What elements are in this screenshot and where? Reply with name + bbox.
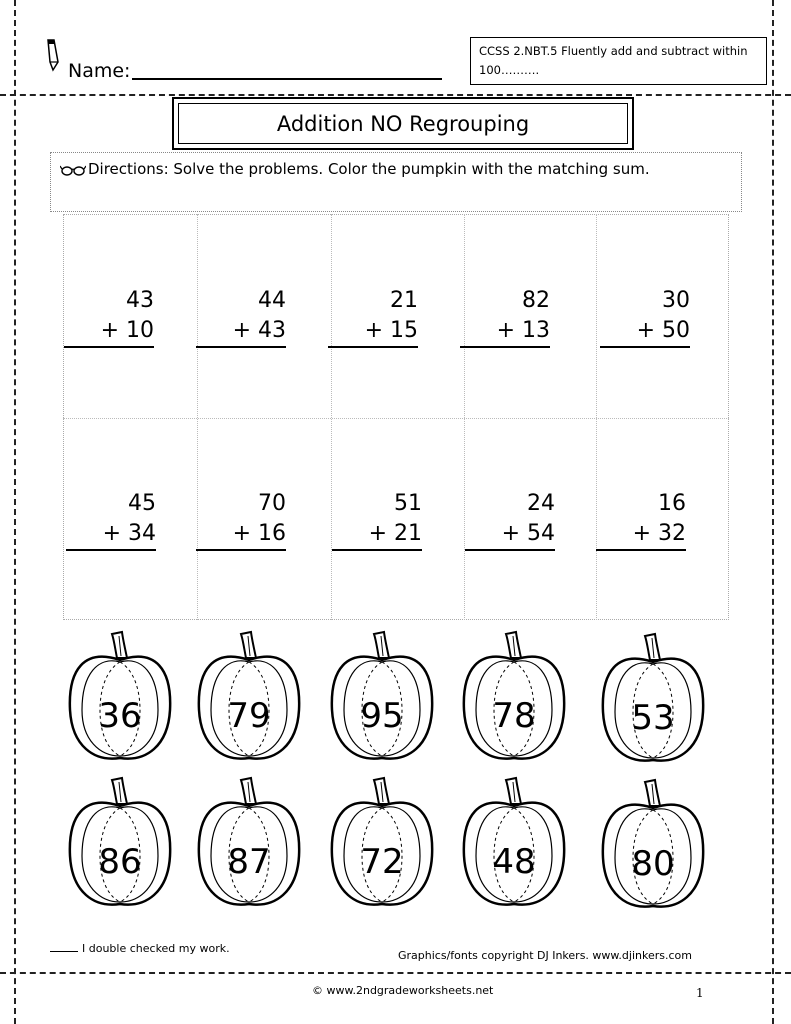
pencil-icon — [44, 38, 62, 72]
problem-bottom: + 16 — [196, 519, 286, 551]
bottom-cut-line — [0, 972, 791, 974]
name-label: Name: — [68, 60, 131, 82]
problem-bottom: + 13 — [460, 316, 550, 348]
problem-top: 21 — [390, 288, 418, 313]
problem-4 — [460, 286, 550, 348]
problem-bottom: + 34 — [66, 519, 156, 551]
pumpkin-answer[interactable] — [326, 776, 438, 910]
problem-bottom: + 43 — [196, 316, 286, 348]
pumpkin-number: 80 — [631, 844, 675, 884]
problem-2 — [196, 286, 286, 348]
glasses-icon — [60, 164, 86, 176]
problem-top: 82 — [522, 288, 550, 313]
check-blank[interactable] — [50, 951, 78, 952]
problem-5 — [600, 286, 690, 348]
pumpkin-number: 48 — [492, 842, 536, 882]
problem-top: 43 — [126, 288, 154, 313]
problem-top: 51 — [394, 491, 422, 516]
site-text: © www.2ndgradeworksheets.net — [312, 984, 494, 997]
problem-3 — [328, 286, 418, 348]
pumpkin-answer[interactable] — [458, 630, 570, 764]
problem-bottom: + 32 — [596, 519, 686, 551]
problem-10 — [596, 489, 686, 551]
pumpkin-answer[interactable] — [64, 776, 176, 910]
problem-bottom: + 21 — [332, 519, 422, 551]
pumpkin-answer[interactable] — [193, 630, 305, 764]
problem-top: 70 — [258, 491, 286, 516]
right-cut-line — [772, 0, 774, 1024]
pumpkin-answer[interactable] — [326, 630, 438, 764]
problem-grid — [63, 214, 729, 620]
pumpkin-number: 78 — [492, 696, 536, 736]
grid-divider — [331, 214, 332, 620]
directions-text: Directions: Solve the problems. Color the pumpkin with the matching sum. — [88, 160, 650, 178]
problem-top: 24 — [527, 491, 555, 516]
double-check-line — [50, 942, 230, 955]
standard-box: CCSS 2.NBT.5 Fluently add and subtract within 100………. — [470, 37, 767, 85]
pumpkin-number: 87 — [227, 842, 271, 882]
problem-top: 44 — [258, 288, 286, 313]
credits-text: Graphics/fonts copyright DJ Inkers. www.djinkers.com — [398, 949, 692, 962]
name-line[interactable] — [132, 78, 442, 80]
pumpkin-answer[interactable] — [597, 632, 709, 766]
top-cut-line — [0, 94, 791, 96]
pumpkin-number: 53 — [631, 698, 675, 738]
problem-7 — [196, 489, 286, 551]
problem-bottom: + 15 — [328, 316, 418, 348]
problem-1 — [64, 286, 154, 348]
grid-divider — [464, 214, 465, 620]
problem-8 — [332, 489, 422, 551]
pumpkin-answer[interactable] — [597, 778, 709, 912]
problem-9 — [465, 489, 555, 551]
pumpkin-answer[interactable] — [193, 776, 305, 910]
pumpkin-number: 95 — [360, 696, 404, 736]
page-number: 1 — [696, 986, 704, 1000]
problem-bottom: + 50 — [600, 316, 690, 348]
pumpkin-number: 72 — [360, 842, 404, 882]
title-box — [172, 97, 634, 150]
problem-bottom: + 54 — [465, 519, 555, 551]
pumpkin-answer[interactable] — [64, 630, 176, 764]
problem-top: 45 — [128, 491, 156, 516]
left-cut-line — [14, 0, 16, 1024]
pumpkin-number: 79 — [227, 696, 271, 736]
pumpkin-number: 86 — [98, 842, 142, 882]
double-check-text: I double checked my work. — [82, 942, 230, 955]
pumpkin-number: 36 — [98, 696, 142, 736]
grid-divider — [63, 418, 729, 419]
grid-divider — [596, 214, 597, 620]
problem-6 — [66, 489, 156, 551]
problem-top: 30 — [662, 288, 690, 313]
problem-top: 16 — [658, 491, 686, 516]
problem-bottom: + 10 — [64, 316, 154, 348]
grid-divider — [197, 214, 198, 620]
page-title: Addition NO Regrouping — [178, 103, 628, 144]
pumpkin-answer[interactable] — [458, 776, 570, 910]
